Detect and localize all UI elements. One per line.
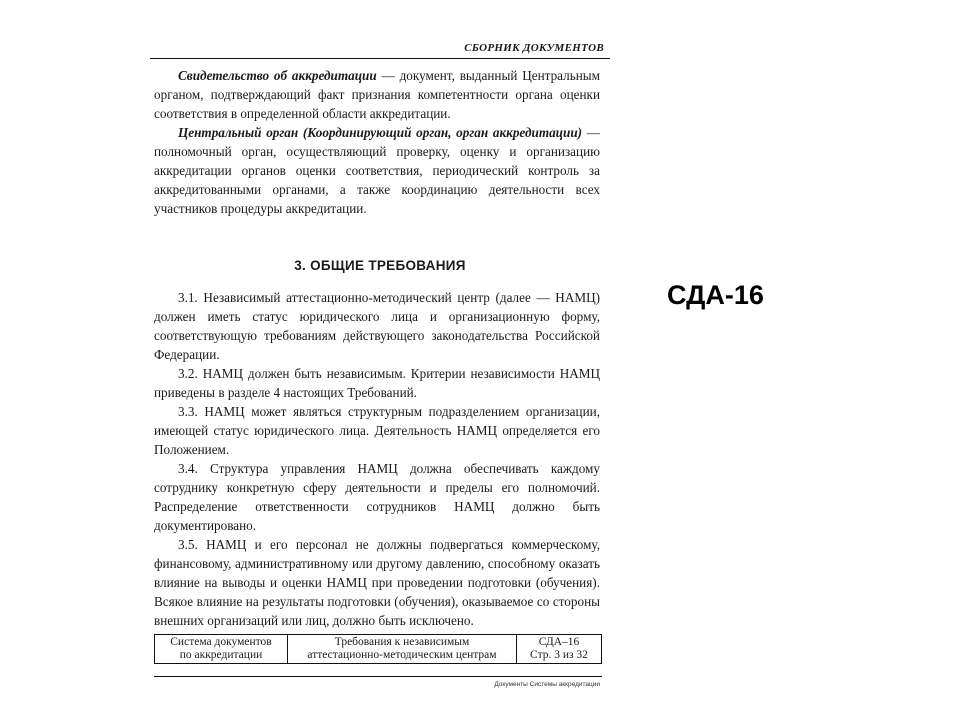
document-page	[150, 36, 610, 696]
footer-table	[154, 634, 602, 664]
requirement-paragraph: 3.4. Структура управления НАМЦ должна обеспечивать каждому сотруднику конкретную сферу деятельности и пределы его полномочий. Распределение ответственности сотрудников НАМЦ должно быть документировано.	[154, 461, 600, 533]
footer-title-cell	[288, 635, 517, 664]
footer-note: Документы Системы аккредитации	[494, 681, 600, 688]
requirement-paragraph: 3.2. НАМЦ должен быть независимым. Критерии независимости НАМЦ приведены в разделе 4 настоящих Требований.	[154, 366, 600, 400]
definition-text: — полномочный орган, осуществляющий проверку, оценку и организацию аккредитации органов оценки соответствия, периодический контроль за аккредитованными органами, а также координацию деятельности всех участников процедуры аккредитации.	[154, 125, 600, 216]
footer-title-line: Требования к независимым	[334, 636, 470, 648]
section-title: 3. ОБЩИЕ ТРЕБОВАНИЯ	[294, 258, 466, 273]
footer-rule	[154, 676, 602, 677]
requirement-paragraph: 3.3. НАМЦ может являться структурным подразделением организации, имеющей статус юридического лица. Деятельность НАМЦ определяется его Положением.	[154, 404, 600, 457]
footer-system-line: по аккредитации	[179, 649, 263, 661]
requirements-block	[154, 288, 600, 630]
definition-term: Свидетельство об аккредитации	[178, 68, 377, 83]
definition-paragraph	[154, 66, 600, 123]
footer-title-line: аттестационно-методическим центрам	[307, 649, 497, 661]
header-rule	[150, 58, 610, 59]
footer-page-info: Стр. 3 из 32	[530, 649, 588, 661]
footer-code: СДА–16	[538, 636, 580, 648]
footer-system-cell	[155, 635, 288, 664]
definitions-block	[154, 66, 600, 218]
running-head: СБОРНИК ДОКУМЕНТОВ	[464, 42, 604, 54]
footer-code-cell	[517, 635, 602, 664]
footer-system-line: Система документов	[170, 636, 272, 648]
side-document-code: СДА-16	[667, 280, 764, 310]
requirement-paragraph: 3.1. Независимый аттестационно-методический центр (далее — НАМЦ) должен иметь статус юридического лица и организационную форму, соответствующую требованиям действующего законодательства Российской Федерации.	[154, 290, 600, 362]
definition-text: — документ, выданный Центральным органом, подтверждающий факт признания компетентности органа оценки соответствия в определенной области аккредитации.	[154, 68, 600, 121]
requirement-paragraph: 3.5. НАМЦ и его персонал не должны подвергаться коммерческому, финансовому, административному или другому давлению, способному оказать влияние на выводы и оценки НАМЦ при проведении подготовки (обучения). Всякое влияние на результаты подготовки (обучения), оказываемое со стороны внешних организаций или лиц, должно быть исключено.	[154, 537, 600, 628]
definition-term: Центральный орган (Координирующий орган, орган аккредитации)	[178, 125, 583, 140]
definition-paragraph	[154, 123, 600, 218]
